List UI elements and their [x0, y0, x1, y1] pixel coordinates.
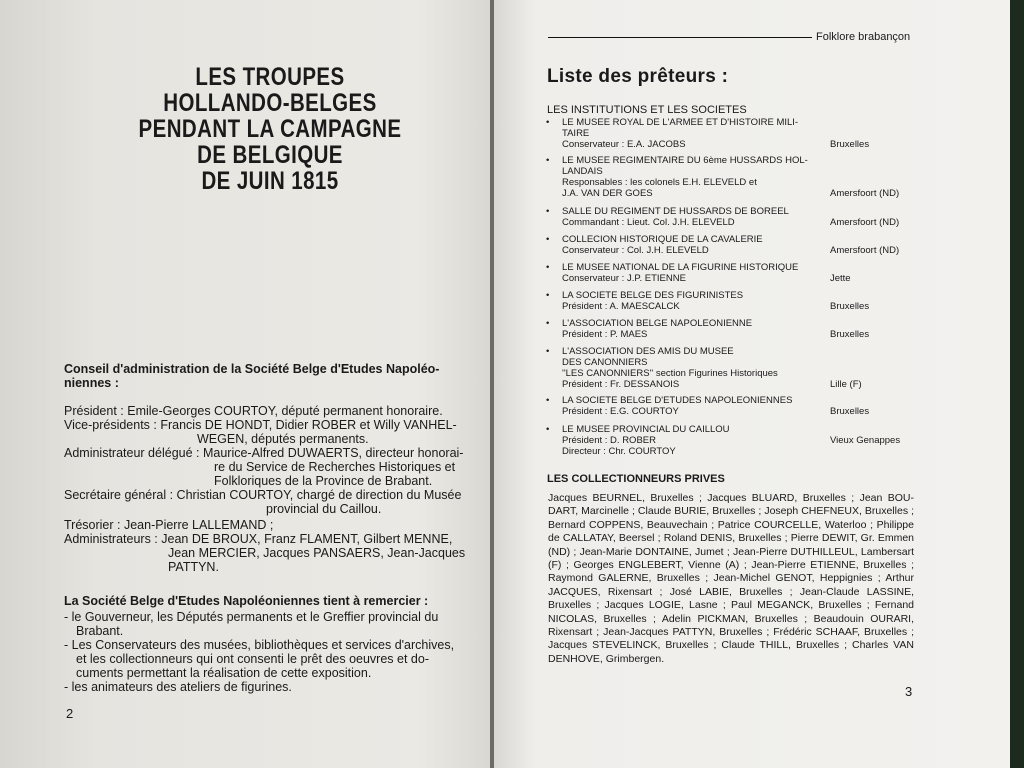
title-line: PENDANT LA CAMPAGNE: [138, 115, 402, 143]
title-line: HOLLANDO-BELGES: [163, 89, 377, 117]
lenders-list-title: Liste des prêteurs :: [547, 66, 729, 87]
institution-city: Bruxelles: [830, 406, 870, 417]
institution-person: Président : D. ROBER: [562, 435, 656, 446]
institution-person: Conservateur : Col. J.H. ELEVELD: [562, 245, 709, 256]
institution-name: DES CANONNIERS: [562, 357, 648, 368]
exhibition-title: [131, 64, 410, 194]
institution-city: Vieux Genappes: [830, 435, 901, 446]
institution-name: COLLECION HISTORIQUE DE LA CAVALERIE: [562, 234, 763, 245]
institution-name: ''LES CANONNIERS'' section Figurines Historiques: [562, 368, 778, 379]
thanks-item-cont: et les collectionneurs qui ont consenti le prêt des oeuvres et do-: [76, 652, 429, 666]
page-number-left: 2: [66, 706, 74, 721]
bullet: •: [546, 290, 550, 301]
institution-entry: [546, 395, 906, 417]
institution-person: Président : Fr. DESSANOIS: [562, 379, 680, 390]
thanks-heading: La Société Belge d'Etudes Napoléoniennes tient à remercier :: [64, 594, 429, 608]
institution-name: LE MUSEE ROYAL DE L'ARMEE ET D'HISTOIRE MILI-: [562, 117, 799, 128]
institution-city: Bruxelles: [830, 139, 870, 150]
left-page: [0, 0, 492, 768]
institution-city: Amersfoort (ND): [830, 217, 900, 228]
institution-name: L'ASSOCIATION DES AMIS DU MUSEE: [562, 346, 734, 357]
bullet: •: [546, 318, 550, 329]
institution-name: SALLE DU REGIMENT DE HUSSARDS DE BOREEL: [562, 206, 789, 217]
background-edge: [1010, 0, 1024, 768]
institution-city: Bruxelles: [830, 301, 870, 312]
institution-person: Conservateur : J.P. ETIENNE: [562, 273, 686, 284]
running-head-rule: [548, 37, 812, 38]
institution-name: LA SOCIETE BELGE D'ETUDES NAPOLEONIENNES: [562, 395, 793, 406]
title-line: LES TROUPES: [195, 63, 345, 91]
institution-city: Lille (F): [830, 379, 862, 390]
bullet: •: [546, 395, 550, 406]
bullet: •: [546, 117, 550, 128]
institution-person: Directeur : Chr. COURTOY: [562, 446, 676, 457]
institution-name: LE MUSEE NATIONAL DE LA FIGURINE HISTORIQUE: [562, 262, 799, 273]
institution-entry: [546, 117, 906, 150]
administrateurs-line-cont: Jean MERCIER, Jacques PANSAERS, Jean-Jacques: [168, 546, 466, 560]
institution-person: Conservateur : E.A. JACOBS: [562, 139, 686, 150]
administrateur-delegue-cont: Folkloriques de la Province de Brabant.: [214, 474, 433, 488]
institution-name: L'ASSOCIATION BELGE NAPOLEONIENNE: [562, 318, 753, 329]
institution-name: LE MUSEE REGIMENTAIRE DU 6ème HUSSARDS HOL-: [562, 155, 808, 166]
institution-name: LE MUSEE PROVINCIAL DU CAILLOU: [562, 424, 730, 435]
institution-person: Président : P. MAES: [562, 329, 648, 340]
institution-name: LANDAIS: [562, 166, 603, 177]
institution-entry: [546, 155, 906, 199]
title-line: DE JUIN 1815: [201, 167, 339, 195]
institution-person: Président : E.G. COURTOY: [562, 406, 679, 417]
thanks-item: - le Gouverneur, les Députés permanents et le Greffier provincial du: [64, 610, 439, 624]
institutions-heading: LES INSTITUTIONS ET LES SOCIETES: [547, 104, 747, 116]
tresorier-line: Trésorier : Jean-Pierre LALLEMAND ;: [64, 518, 274, 532]
institution-person: Responsables : les colonels E.H. ELEVELD et: [562, 177, 757, 188]
institution-city: Bruxelles: [830, 329, 870, 340]
administrateurs-line: Administrateurs : Jean DE BROUX, Franz FLAMENT, Gilbert MENNE,: [64, 532, 453, 546]
bullet: •: [546, 424, 550, 435]
institution-entry: [546, 234, 906, 256]
thanks-item: - les animateurs des ateliers de figurines.: [64, 680, 292, 694]
bullet: •: [546, 346, 550, 357]
institution-entry: [546, 206, 906, 228]
institution-person: Président : A. MAESCALCK: [562, 301, 680, 312]
institution-person: J.A. VAN DER GOES: [562, 188, 653, 199]
institution-entry: [546, 290, 906, 312]
secretaire-line: Secrétaire général : Christian COURTOY, chargé de direction du Musée: [64, 488, 462, 502]
institution-entry: [546, 318, 906, 340]
institution-city: Amersfoort (ND): [830, 188, 900, 199]
institution-entry: [546, 262, 906, 284]
bullet: •: [546, 262, 550, 273]
bullet: •: [546, 206, 550, 217]
institution-name: LA SOCIETE BELGE DES FIGURINISTES: [562, 290, 744, 301]
conseil-heading: Conseil d'administration de la Société Belge d'Etudes Napoléo-: [64, 362, 440, 376]
institution-person: Commandant : Lieut. Col. J.H. ELEVELD: [562, 217, 735, 228]
vice-presidents-line: Vice-présidents : Francis DE HONDT, Didier ROBER et Willy VANHEL-: [64, 418, 457, 432]
thanks-item-cont: cuments permettant la réalisation de cette exposition.: [76, 666, 372, 680]
collectors-list: Jacques BEURNEL, Bruxelles ; Jacques BLUARD, Bruxelles ; Jean BOU-DART, Marcinelle ; Claude BURIE, Bruxelles ; Joseph CHEFNEUX, Bruxelles ; Bernard COPPENS, Beauvechain ; Patrice COURCELLE, Waterloo ; Philippe de CALLATAY, Beersel ; Roland DENIS, Bruxelles ; Pierre DEWIT, Gr. Emmen (ND) ; Jean-Marie DONTAINE, Jumet ; Jean-Pierre DUTHILLEUL, Lambersart (F) ; Georges ENGLEBERT, Vienne (A) ; Jean-Pierre ETIENNE, Bruxelles ; Raymond GALERNE, Bruxelles ; Jean-Michel GENOT, Heppignies ; Arthur JACQUES, Rixensart ; José LABIE, Bruxelles ; Jean-Claude LASSINE, Bruxelles ; Jacques LOGIE, Lasne ; Paul MEGANCK, Bruxelles ; Fernand NICOLAS, Bruxelles ; Adelin PICKMAN, Bruxelles ; Beaudouin OURARI, Rixensart ; Jean-Jacques PATTYN, Bruxelles ; Frédéric SCHAAF, Bruxelles ; Jacques STEVELINCK, Bruxelles ; Claude THILL, Bruxelles ; Charles VAN DENHOVE, Grimbergen.: [548, 492, 914, 665]
institution-name: TAIRE: [562, 128, 590, 139]
president-line: Président : Emile-Georges COURTOY, député permanent honoraire.: [64, 404, 443, 418]
page-number-right: 3: [905, 684, 913, 699]
secretaire-line-cont: provincial du Caillou.: [266, 502, 382, 516]
institution-entry: [546, 346, 906, 390]
institution-city: Amersfoort (ND): [830, 245, 900, 256]
thanks-item: - Les Conservateurs des musées, bibliothèques et services d'archives,: [64, 638, 455, 652]
running-head: Folklore brabançon: [816, 31, 911, 43]
conseil-heading-cont: niennes :: [64, 376, 119, 390]
bullet: •: [546, 155, 550, 166]
bullet: •: [546, 234, 550, 245]
administrateurs-line-cont: PATTYN.: [168, 560, 219, 574]
thanks-item-cont: Brabant.: [76, 624, 124, 638]
institution-city: Jette: [830, 273, 851, 284]
administrateur-delegue-line: Administrateur délégué : Maurice-Alfred DUWAERTS, directeur honorai-: [64, 446, 464, 460]
collectors-heading: LES COLLECTIONNEURS PRIVES: [547, 473, 725, 485]
title-line: DE BELGIQUE: [197, 141, 343, 169]
institution-entry: [546, 424, 906, 457]
administrateur-delegue-cont: re du Service de Recherches Historiques et: [214, 460, 456, 474]
vice-presidents-line-cont: WEGEN, députés permanents.: [197, 432, 369, 446]
